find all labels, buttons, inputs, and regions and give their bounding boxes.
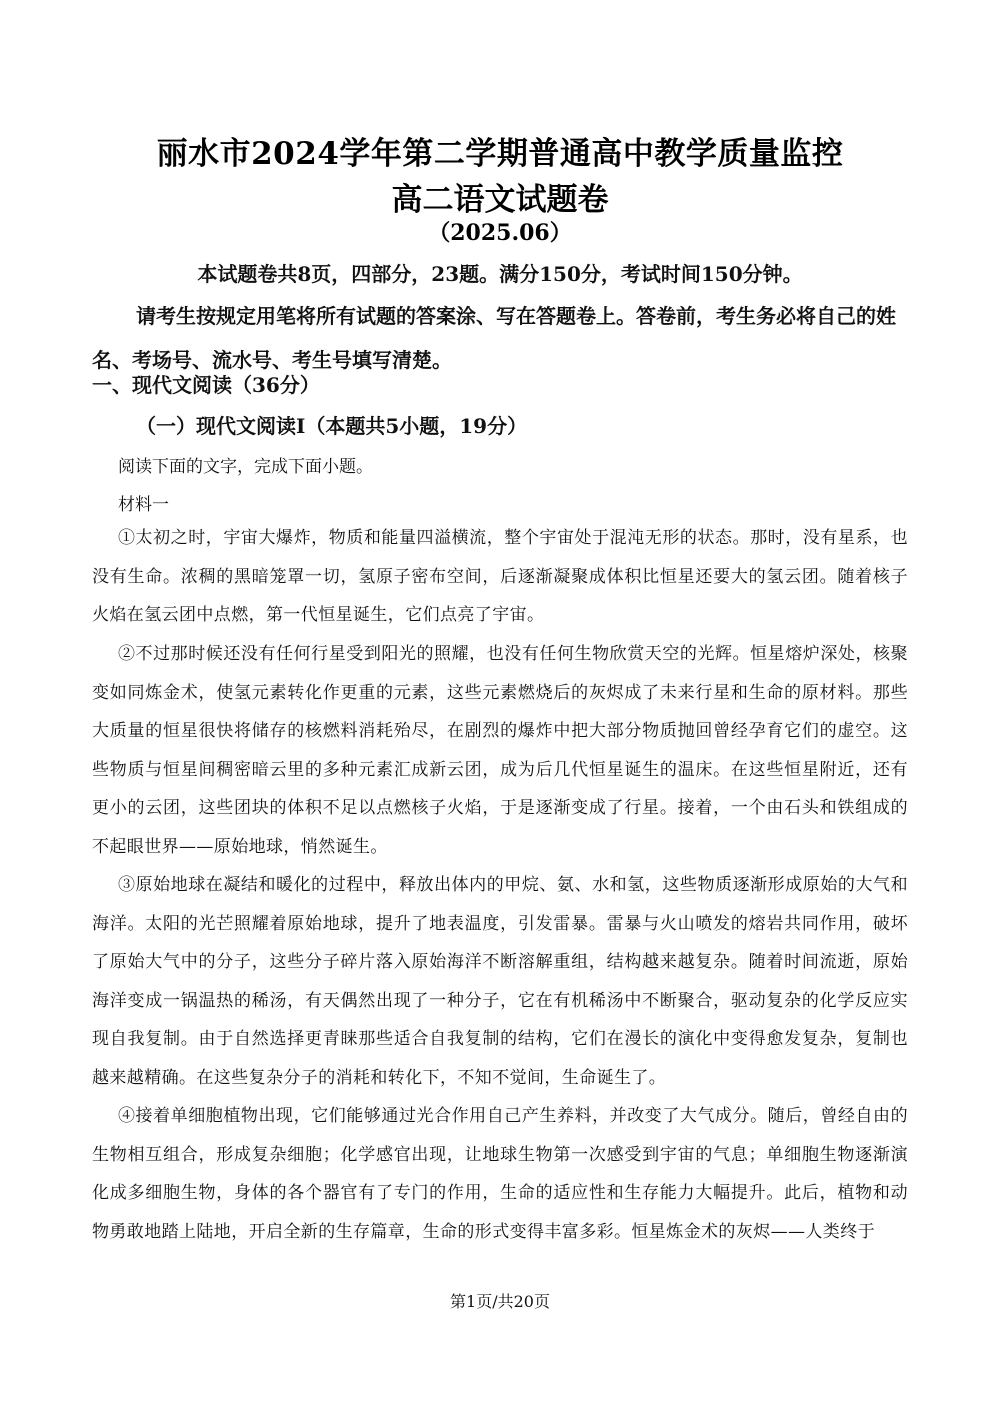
paragraph-3: ③原始地球在凝结和暖化的过程中，释放出体内的甲烷、氨、水和氢，这些物质逐渐形成原始的大气和海洋。太阳的光芒照耀着原始地球，提升了地表温度，引发雷暴。雷暴与火山喷发的熔岩共同作用，破坏了原始大气中的分子，这些分子碎片落入原始海洋不断溶解重组，结构越来越复杂。随着时间流逝，原始海洋变成一锅温热的稀汤，有天偶然出现了一种分子，它在有机稀汤中不断聚合，驱动复杂的化学反应实现自我复制。由于自然选择更青睐那些适合自我复制的结构，它们在漫长的演化中变得愈发复杂，复制也越来越精确。在这些复杂分子的消耗和转化下，不知不觉间，生命诞生了。: [92, 875, 908, 1088]
paragraph-1: ①太初之时，宇宙大爆炸，物质和能量四溢横流，整个宇宙处于混沌无形的状态。那时，没有星系，也没有生命。浓稠的黑暗笼罩一切，氢原子密布空间，后逐渐凝聚成体积比恒星还要大的氢云团。随着核子火焰在氢云团中点燃，第一代恒星诞生，它们点亮了宇宙。: [92, 528, 908, 625]
paragraph-4: ④接着单细胞植物出现，它们能够通过光合作用自己产生养料，并改变了大气成分。随后，曾经自由的生物相互组合，形成复杂细胞；化学感官出现，让地球生物第一次感受到宇宙的气息；单细胞生物逐渐演化成多细胞生物，身体的各个器官有了专门的作用，生命的适应性和生存能力大幅提升。此后，植物和动物勇敢地踏上陆地，开启全新的生存篇章，生命的形式变得丰富多彩。恒星炼金术的灰烬——人类终于: [92, 1106, 908, 1242]
exam-subtitle: 高二语文试题卷: [391, 182, 609, 218]
exam-date: （2025.06）: [428, 220, 572, 246]
exam-instructions: 请考生按规定用笔将所有试题的答案涂、写在答题卷上。答卷前，考生务必将自己的姓名、考场号、流水号、考生号填写清楚。: [92, 304, 896, 372]
paragraph-2: ②不过那时候还没有任何行星受到阳光的照耀，也没有任何生物欣赏天空的光辉。恒星熔炉深处，核聚变如同炼金术，使氢元素转化作更重的元素，这些元素燃烧后的灰烬成了未来行星和生命的原材料。那些大质量的恒星很快将储存的核燃料消耗殆尽，在剧烈的爆炸中把大部分物质抛回曾经孕育它们的虚空。这些物质与恒星间稠密暗云里的多种元素汇成新云团，成为后几代恒星诞生的温床。在这些恒星附近，还有更小的云团，这些团块的体积不足以点燃核子火焰，于是逐渐变成了行星。接着，一个由石头和铁组成的不起眼世界——原始地球，悄然诞生。: [92, 644, 908, 857]
exam-title: 丽水市2024学年第二学期普通高中教学质量监控: [156, 136, 844, 172]
exam-overview: 本试题卷共8页，四部分，23题。满分150分，考试时间150分钟。: [197, 262, 803, 286]
sub-heading: （一）现代文阅读Ⅰ（本题共5小题，19分）: [136, 414, 528, 438]
material-label: 材料一: [118, 495, 169, 515]
reading-instruction: 阅读下面的文字，完成下面小题。: [118, 457, 373, 477]
part-heading: 一、现代文阅读（36分）: [92, 373, 320, 397]
page-number: 第1页/共20页: [450, 1292, 550, 1311]
